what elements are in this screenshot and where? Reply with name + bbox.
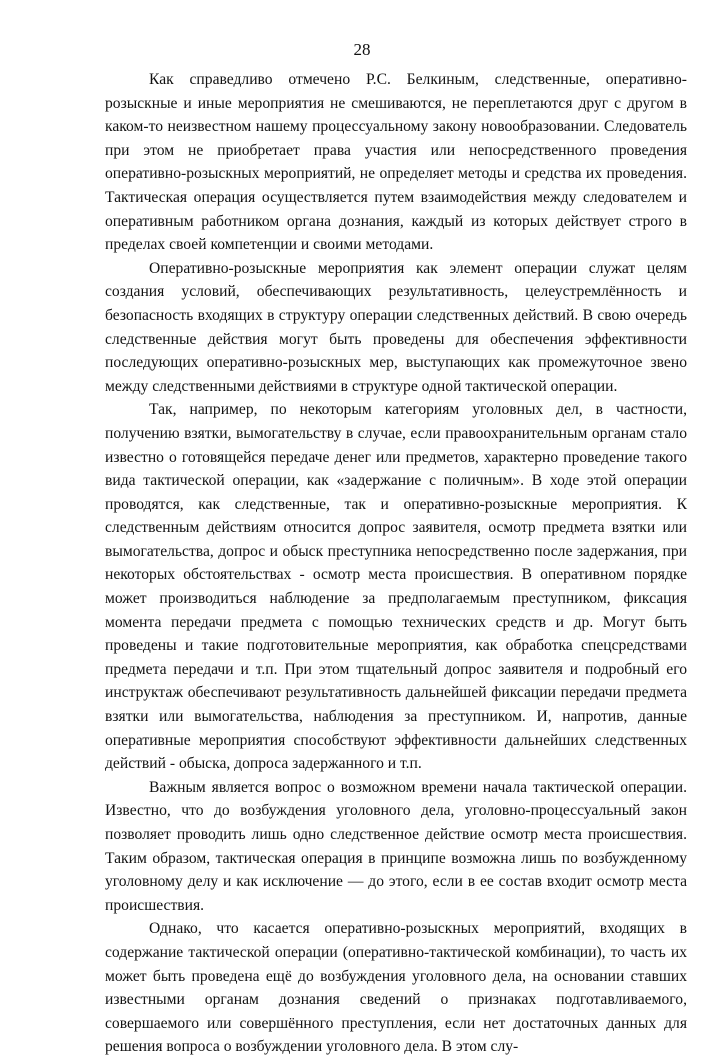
paragraph: Важным является вопрос о возможном времени начала тактической операции. Известно, что до возбуждения уголовного дела, уголовно-процессуальный закон позволяет проводить лишь одно следственное действие осмотр места происшествия. Таким образом, тактическая операция в принципе возможна лишь по возбужденному уголовному делу и как исключение — до этого, если в ее состав входит осмотр места происшествия. [105,778,687,914]
body-text [105,68,687,1059]
paragraph: Однако, что касается оперативно-розыскных мероприятий, входящих в содержание тактической операции (оперативно-тактической комбинации), то часть их может быть проведена ещё до возбуждения уголовного дела, на основании ставших известными органам дознания сведений о признаках подготавливаемого, совершаемого или совершённого преступления, если нет достаточных данных для решения вопроса о возбуждении уголовного дела. В этом слу- [105,920,687,1056]
page-number: 28 [353,40,371,59]
paragraph: Оперативно-розыскные мероприятия как элемент операции служат целям создания условий, обеспечивающих результативность, целеустремлённость и безопасность входящих в структуру операции следственных действий. В свою очередь следственные действия могут быть проведены для обеспечения эффективности последующих оперативно-розыскных мер, выступающих как промежуточное звено между следственными действиями в структуре одной тактической операции. [105,259,687,395]
paragraph: Как справедливо отмечено Р.С. Белкиным, следственные, оперативно-розыскные и иные мероприятия не смешиваются, не переплетаются друг с другом в каком-то неизвестном нашему процессуальному закону новообразовании. Следователь при этом не приобретает права участия или непосредственного проведения оперативно-розыскных мероприятий, не определяет методы и средства их проведения. Тактическая операция осуществляется путем взаимодействия между следователем и оперативным работником органа дознания, каждый из которых действует строго в пределах своей компетенции и своими методами. [105,71,687,254]
paragraph: Так, например, по некоторым категориям уголовных дел, в частности, получению взятки, вымогательству в случае, если правоохранительным органам стало известно о готовящейся передаче денег или предметов, характерно проведение такого вида тактической операции, как «задержание с поличным». В ходе этой операции проводятся, как следственные, так и оперативно-розыскные мероприятия. К следственным действиям относится допрос заявителя, осмотр предмета взятки или вымогательства, допрос и обыск преступника непосредственно после задержания, при некоторых обстоятельствах - осмотр места происшествия. В оперативном порядке может производиться наблюдение за предполагаемым преступником, фиксация момента передачи предмета с помощью технических средств и др. Могут быть проведены и такие подготовительные мероприятия, как обработка спецсредствами предмета передачи и т.п. При этом тщательный допрос заявителя и подробный его инструктаж обеспечивают результативность дальнейшей фиксации передачи предмета взятки или вымогательства, наблюдения за преступником. И, напротив, данные оперативные мероприятия способствуют эффективности дальнейших следственных действий - обыска, допроса задержанного и т.п. [105,401,687,773]
